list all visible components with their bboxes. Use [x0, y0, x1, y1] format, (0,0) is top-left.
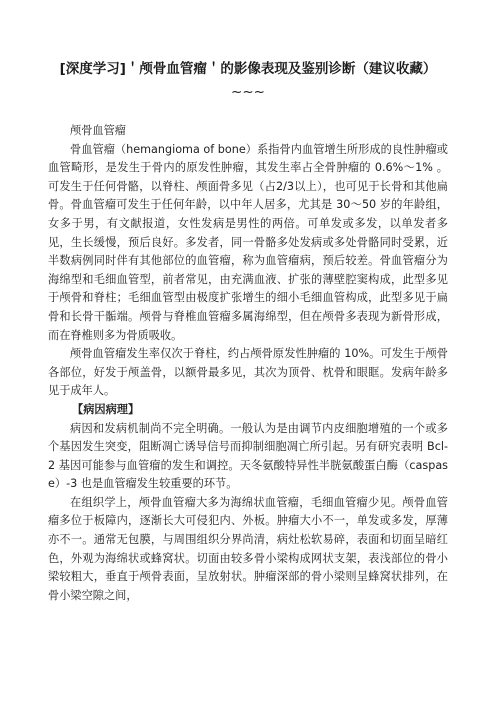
paragraph-overview: 骨血管瘤（hemangioma of bone）系指骨内血管增生所形成的良性肿瘤或血管畸形，是发生于骨内的原发性肿瘤，其发生率占全骨肿瘤的 0.6%～1% 。可发生于任何骨骼，以脊柱、颅面骨多见（占2/3以上），也可见于长骨和其他扁骨。骨血管瘤可发生于任何年龄，以中年人居多，尤其是 30～50 岁的年龄组，女多于男，有文献报道，女性发病是男性的两倍。可单发或多发，以单发者多见，生长缓慢，预后良好。多发者，同一骨骼多处发病或多处骨骼同时受累，近半数病例同时伴有其他部位的血管瘤，称为血管瘤病，预后较差。骨血管瘤分为海绵型和毛细血管型，前者常见，由充满血液、扩张的薄壁腔窦构成，此型多见于颅骨和脊柱；毛细血管型由极度扩张增生的细小毛细血管构成，此型多见于扁骨和长骨干骺端。颅骨与脊椎血管瘤多属海绵型，但在颅骨多表现为新骨形成，而在脊椎则多为骨质吸收。	[48, 142, 448, 342]
title-suffix: ~~~	[231, 84, 265, 100]
section-heading-hemangioma: 颅骨血管瘤	[70, 124, 126, 137]
section-heading-etiology: 【病因病理】	[72, 402, 140, 416]
document-title	[48, 58, 448, 104]
paragraph-etiology: 病因和发病机制尚不完全明确。一般认为是由调节内皮细胞增殖的一个或多个基因发生突变，阻断凋亡诱导信号而抑制细胞凋亡所引起。另有研究表明 Bcl-2 基因可能参与血管瘤的发生和调控。天冬氨酸特异性半胱氨酸蛋白酶（caspase）-3 也是血管瘤发生较重要的环节。	[48, 421, 448, 491]
paragraph-histology: 在组织学上，颅骨血管瘤大多为海绵状血管瘤，毛细血管瘤少见。颅骨血管瘤多位于板障内，逐渐长大可侵犯内、外板。肿瘤大小不一，单发或多发，厚薄亦不一。通常无包膜，与周围组织分界尚清，病灶松软易碎，表面和切面呈暗红色，外观为海绵状或蜂窝状。切面由较多骨小梁构成网状支架，表浅部位的骨小梁较粗大，垂直于颅骨表面，呈放射状。肿瘤深部的骨小梁则呈蜂窝状排列，在骨小梁空隙之间，	[48, 495, 448, 602]
title-main: [深度学习]＇颅骨血管瘤＇的影像表现及鉴别诊断（建议收藏）	[59, 61, 437, 77]
paragraph-incidence: 颅骨血管瘤发生率仅次于脊柱，约占颅骨原发性肿瘤的 10%。可发生于颅骨各部位，好发于颅盖骨，以额骨最多见，其次为顶骨、枕骨和眼眶。发病年龄多见于成年人。	[48, 347, 448, 398]
